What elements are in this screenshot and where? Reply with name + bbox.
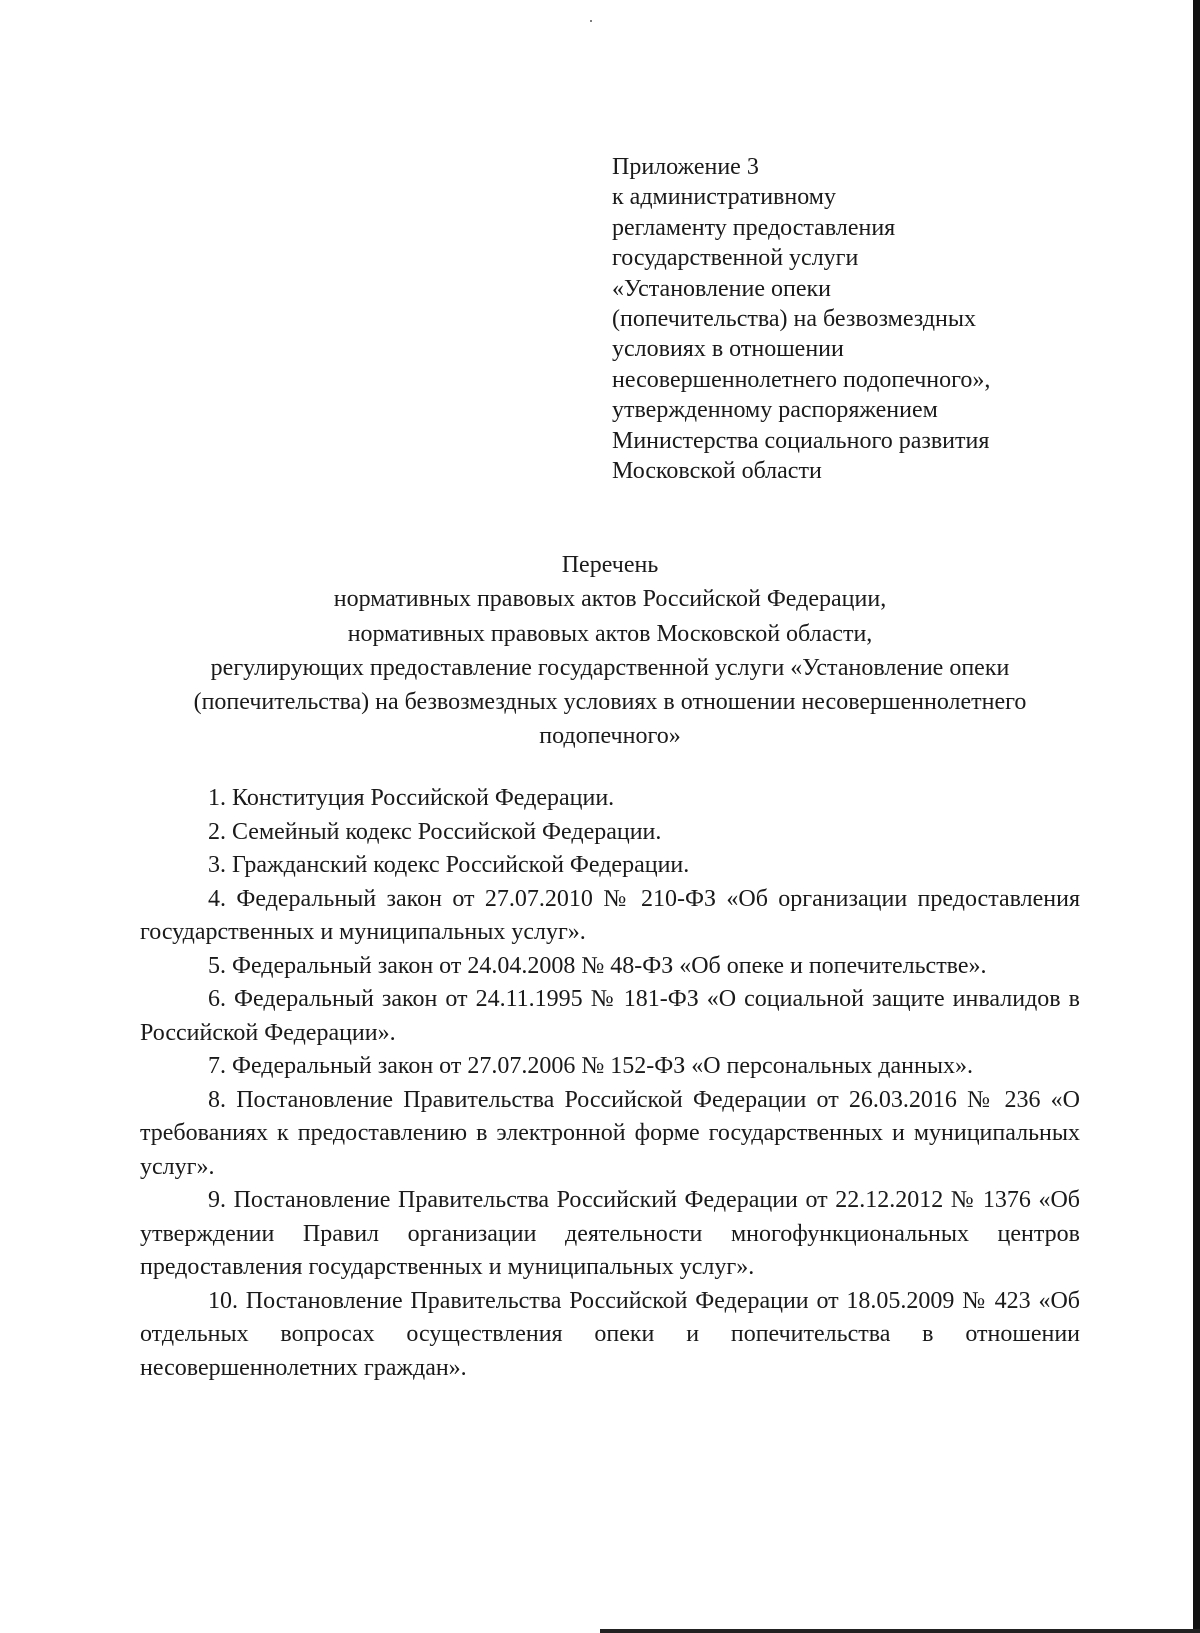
legal-acts-list [140,782,1080,1385]
appendix-line: регламенту предоставления [612,214,896,241]
appendix-line: Министерства социального развития [612,427,990,454]
list-item: 1. Конституция Российской Федерации. [208,785,615,811]
list-item: 9. Постановление Правительства Российский Федерации от 22.12.2012 № 1376 «Об утверждении Правил организации деятельности многофункциональных центров предоставления государственных и муниципальных услуг». [140,1187,1080,1280]
appendix-line: Московской области [612,458,822,485]
list-item: 7. Федеральный закон от 27.07.2006 № 152-ФЗ «О персональных данных». [208,1053,973,1079]
appendix-line: государственной услуги [612,245,859,272]
scan-edge-right [1193,0,1200,1633]
appendix-line: Приложение 3 [612,154,759,180]
document-title [140,548,1080,754]
appendix-line: несовершеннолетнего подопечного», [612,366,991,393]
appendix-line: «Установление опеки [612,275,832,302]
appendix-line: утвержденному распоряжением [612,397,938,424]
list-item: 5. Федеральный закон от 24.04.2008 № 48-ФЗ «Об опеке и попечительстве». [208,952,987,979]
appendix-line: условиях в отношении [612,336,844,363]
title-line: (попечительства) на безвозмездных условиях в отношении несовершеннолетнего [193,689,1027,716]
scan-speck [590,20,592,22]
list-item: 10. Постановление Правительства Российской Федерации от 18.05.2009 № 423 «Об отдельных вопросах осуществления опеки и попечительства в отношении несовершеннолетних граждан». [140,1287,1080,1381]
title-line: Перечень [561,552,659,578]
title-line: нормативных правовых актов Российской Федерации, [333,586,887,613]
list-item: 8. Постановление Правительства Российской Федерации от 26.03.2016 № 236 «О требованиях к предоставлению в электронной форме государственных и муниципальных услуг». [140,1086,1080,1180]
title-line: подопечного» [539,723,681,750]
list-item: 3. Гражданский кодекс Российской Федерации. [208,852,690,878]
list-item: 6. Федеральный закон от 24.11.1995 № 181-ФЗ «О социальной защите инвалидов в Российской Федерации». [140,986,1080,1046]
list-item: 2. Семейный кодекс Российской Федерации. [208,818,662,845]
scan-edge-bottom [600,1629,1200,1633]
appendix-header [612,152,1132,486]
appendix-line: к административному [612,184,836,211]
title-line: регулирующих предоставление государственной услуги «Установление опеки [210,654,1010,681]
list-item: 4. Федеральный закон от 27.07.2010 № 210-ФЗ «Об организации предоставления государственных и муниципальных услуг». [140,885,1080,945]
appendix-line: (попечительства) на безвозмездных [612,306,976,333]
title-line: нормативных правовых актов Московской области, [347,620,873,647]
